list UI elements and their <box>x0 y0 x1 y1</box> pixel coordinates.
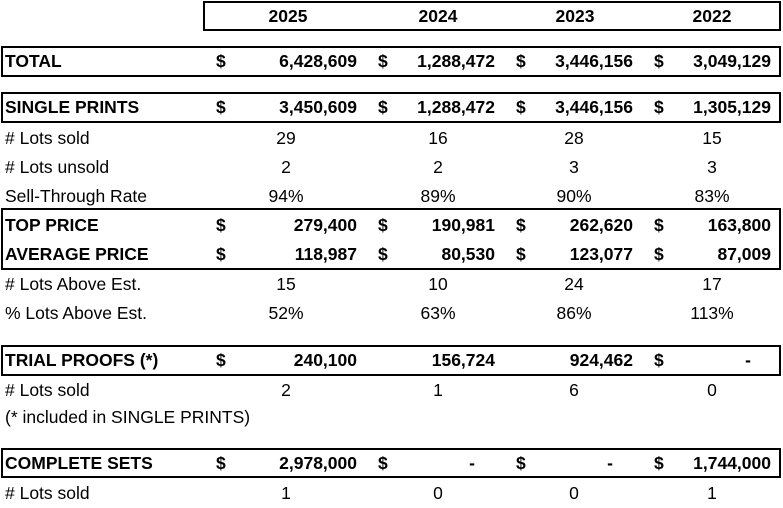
complete-sets-row <box>0 449 783 478</box>
row-label: TOTAL <box>5 51 62 71</box>
value-2025: 240,100 <box>293 350 357 370</box>
value-2022: 1 <box>707 483 717 503</box>
year-header-2025: 2025 <box>268 6 308 26</box>
currency-symbol: $ <box>516 215 526 235</box>
lots-above-est-row <box>0 270 783 299</box>
currency-symbol: $ <box>378 97 388 117</box>
value-2024: 1,288,472 <box>417 97 495 117</box>
currency-symbol: $ <box>216 244 226 264</box>
value-2022: - <box>745 350 751 370</box>
pct-above-est-row <box>0 299 783 328</box>
value-2025: 279,400 <box>293 215 357 235</box>
value-2023: 6 <box>569 380 579 400</box>
currency-symbol: $ <box>654 350 664 370</box>
value-2024: 63% <box>420 303 456 323</box>
currency-symbol: $ <box>654 453 664 473</box>
value-2023: 3,446,156 <box>555 51 633 71</box>
trial-lots-sold-row <box>0 376 783 405</box>
value-2024: 16 <box>428 128 448 148</box>
sell-through-row <box>0 182 783 211</box>
row-label: TRIAL PROOFS (*) <box>5 350 159 370</box>
year-header-2024: 2024 <box>418 6 458 26</box>
value-2025: 94% <box>268 186 304 206</box>
value-2022: 1,305,129 <box>693 97 771 117</box>
total-row <box>0 47 783 76</box>
value-2024: 89% <box>420 186 456 206</box>
row-label: COMPLETE SETS <box>5 453 153 473</box>
value-2024: 0 <box>433 483 443 503</box>
currency-symbol: $ <box>378 244 388 264</box>
single-lots-sold-row <box>0 124 783 153</box>
currency-symbol: $ <box>378 51 388 71</box>
value-2022: 0 <box>707 380 717 400</box>
currency-symbol: $ <box>654 215 664 235</box>
currency-symbol: $ <box>654 51 664 71</box>
currency-symbol: $ <box>516 453 526 473</box>
value-2022: 113% <box>690 303 734 323</box>
value-2025: 2 <box>281 380 291 400</box>
top-price-row <box>0 211 783 240</box>
currency-symbol: $ <box>216 51 226 71</box>
value-2025: 6,428,609 <box>279 51 357 71</box>
currency-symbol: $ <box>516 244 526 264</box>
value-2023: 24 <box>564 274 584 294</box>
value-2024: - <box>469 453 475 473</box>
value-2025: 1 <box>281 483 291 503</box>
value-2023: 3,446,156 <box>555 97 633 117</box>
currency-symbol: $ <box>516 51 526 71</box>
value-2023: 924,462 <box>569 350 633 370</box>
value-2023: - <box>607 453 613 473</box>
row-label: # Lots sold <box>5 380 90 400</box>
value-2022: 163,800 <box>707 215 771 235</box>
value-2025: 2,978,000 <box>279 453 357 473</box>
value-2025: 52% <box>268 303 304 323</box>
year-header-2022: 2022 <box>692 6 732 26</box>
row-label: SINGLE PRINTS <box>5 97 140 117</box>
value-2023: 28 <box>564 128 584 148</box>
currency-symbol: $ <box>378 453 388 473</box>
value-2022: 17 <box>702 274 722 294</box>
row-label: Sell-Through Rate <box>5 186 148 206</box>
value-2025: 15 <box>276 274 296 294</box>
value-2022: 3 <box>707 157 717 177</box>
value-2023: 262,620 <box>569 215 633 235</box>
row-label: AVERAGE PRICE <box>5 244 149 264</box>
trial-proofs-note-row <box>0 403 783 432</box>
currency-symbol: $ <box>216 97 226 117</box>
value-2025: 2 <box>281 157 291 177</box>
row-label: TOP PRICE <box>5 215 99 235</box>
value-2025: 118,987 <box>294 244 357 264</box>
value-2025: 29 <box>276 128 296 148</box>
currency-symbol: $ <box>516 97 526 117</box>
value-2022: 1,744,000 <box>693 453 771 473</box>
complete-lots-sold-row <box>0 479 783 508</box>
value-2022: 15 <box>702 128 722 148</box>
value-2023: 90% <box>556 186 592 206</box>
row-label: # Lots sold <box>5 483 90 503</box>
value-2025: 3,450,609 <box>279 97 357 117</box>
value-2022: 87,009 <box>717 244 771 264</box>
value-2023: 3 <box>569 157 579 177</box>
value-2022: 83% <box>694 186 730 206</box>
value-2024: 1,288,472 <box>417 51 495 71</box>
footnote: (* included in SINGLE PRINTS) <box>5 407 251 427</box>
currency-symbol: $ <box>378 215 388 235</box>
value-2024: 80,530 <box>441 244 495 264</box>
value-2024: 10 <box>428 274 448 294</box>
value-2023: 0 <box>569 483 579 503</box>
value-2024: 2 <box>433 157 443 177</box>
average-price-row <box>0 240 783 269</box>
currency-symbol: $ <box>216 215 226 235</box>
currency-symbol: $ <box>654 244 664 264</box>
currency-symbol: $ <box>216 350 226 370</box>
single-lots-unsold-row <box>0 153 783 182</box>
row-label: % Lots Above Est. <box>5 303 148 323</box>
value-2024: 1 <box>433 380 443 400</box>
currency-symbol: $ <box>654 97 664 117</box>
value-2022: 3,049,129 <box>693 51 771 71</box>
row-label: # Lots unsold <box>5 157 110 177</box>
currency-symbol: $ <box>216 453 226 473</box>
year-header-row <box>0 2 783 31</box>
value-2023: 123,077 <box>569 244 633 264</box>
value-2024: 190,981 <box>431 215 495 235</box>
single-prints-row <box>0 93 783 122</box>
year-header-2023: 2023 <box>555 6 595 26</box>
value-2024: 156,724 <box>431 350 495 370</box>
row-label: # Lots sold <box>5 128 90 148</box>
trial-proofs-row <box>0 346 783 375</box>
row-label: # Lots Above Est. <box>5 274 142 294</box>
value-2023: 86% <box>556 303 592 323</box>
